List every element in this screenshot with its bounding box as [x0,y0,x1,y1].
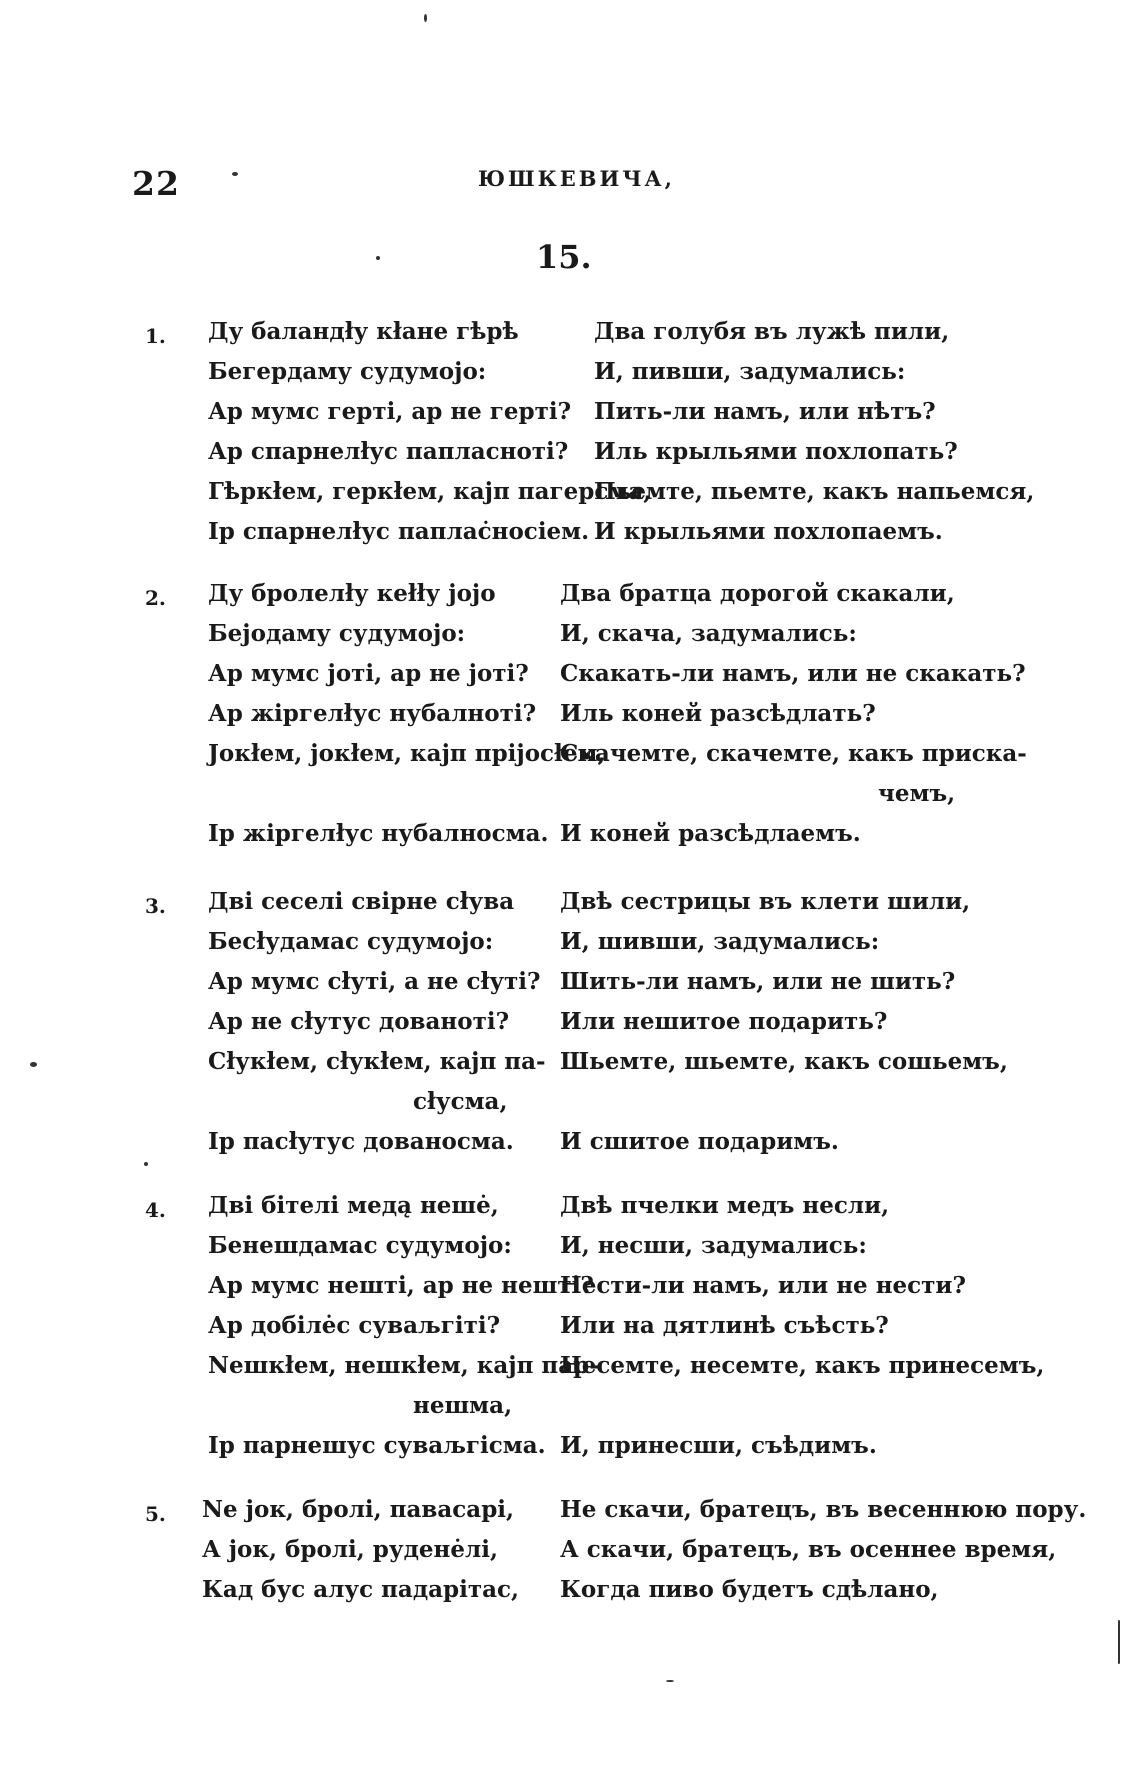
verse-line-lithuanian: Ір спарнелłус паплас̇носіем. [208,518,590,545]
verse-line-lithuanian: Кад бус алус падарітас, [202,1576,520,1603]
verse-line-russian: Иль коней разсѣдлать? [560,700,876,727]
line-spacer [208,774,606,814]
verse-line-lithuanian: Бенешдамас судумојо: [208,1232,512,1259]
russian-column [560,1186,1044,1466]
verse-line-lithuanian: Nе јок, бролі, павасарі, [202,1496,515,1523]
verse-line-lithuanian: Бејодаму судумојо: [208,620,466,647]
verse-line-lithuanian: Бегердаму судумојо: [208,358,487,385]
stanza-number: 1. [145,324,166,348]
verse-line-russian: Скакать-ли намъ, или не скакать? [560,660,1026,687]
running-head: ЮШКЕВИЧА, [478,166,675,191]
verse-line-lithuanian: Ір жіргелłус нубалносма. [208,820,549,847]
russian-column [594,312,1034,552]
scan-speck [144,1162,148,1166]
russian-column [560,1490,1086,1610]
russian-column [560,574,1027,854]
verse-line-lithuanian: Ар спарнелłус папласнотi? [208,438,569,465]
verse-line-lithuanian: Јокłем, јокłем, кајп пріјосłем, [208,740,606,767]
verse-line-russian: Двѣ пчелки медъ несли, [560,1192,890,1219]
scan-speck [232,172,238,176]
verse-line-lithuanian: Ар не сłутус дованоті? [208,1008,510,1035]
verse-line-russian: И коней разсѣдлаемъ. [560,820,861,847]
verse-line-lithuanian: Ду бролелłу кеłłу јојо [208,580,496,607]
verse-line-lithuanian: Бесłудамас судумојо: [208,928,494,955]
verse-line-russian: Скачемте, скачемте, какъ прискa- [560,740,1027,767]
stanza-number: 4. [145,1198,166,1222]
verse-line-lithuanian: Ар мумс нешті, ар не нешті? [208,1272,594,1299]
verse-line-russian: И, пивши, задумались: [594,358,906,385]
lithuanian-column [208,312,651,552]
verse-line-russian: Двѣ сестрицы въ клети шили, [560,888,971,915]
scan-speck [666,1680,674,1682]
lithuanian-column [208,882,546,1162]
page-number: 22 [132,164,180,203]
line-spacer [560,1386,1044,1426]
verse-line-lithuanian: Ду баландłу кłане гѣрѣ [208,318,519,345]
scan-speck [1118,1620,1120,1664]
verse-line-continuation: сłусма, [413,1088,508,1115]
verse-line-continuation: нешма, [413,1392,513,1419]
verse-line-russian: Когда пиво будетъ сдѣлано, [560,1576,939,1603]
verse-line-russian: И сшитое подаримъ. [560,1128,839,1155]
verse-line-lithuanian: Ар мумс герті, ар не герті? [208,398,572,425]
verse-line-russian: И крыльями похлопаемъ. [594,518,943,545]
stanza-number: 2. [145,586,166,610]
verse-line-russian: Шить-ли намъ, или не шить? [560,968,956,995]
verse-line-lithuanian: Ар жіргелłус нубалноті? [208,700,537,727]
russian-column [560,882,1008,1162]
verse-line-russian: Не скачи, братецъ, въ весеннюю пору. [560,1496,1087,1523]
poem-number: 15. [536,238,592,276]
verse-line-russian: И, принесши, съѣдимъ. [560,1432,877,1459]
verse-line-lithuanian: Ір парнешус суваљгісма. [208,1432,546,1459]
verse-line-russian: Или на дятлинѣ съѣсть? [560,1312,889,1339]
verse-line-russian: Пить-ли намъ, или нѣтъ? [594,398,936,425]
scan-speck [30,1062,37,1067]
verse-line-russian: Шьемте, шьемте, какъ сошьемъ, [560,1048,1008,1075]
verse-line-russian: И, несши, задумались: [560,1232,867,1259]
verse-line-russian: А скачи, братецъ, въ осеннее время, [560,1536,1057,1563]
verse-line-russian: Два голубя въ лужѣ пили, [594,318,950,345]
verse-line-lithuanian: Дві сеселі свірне сłува [208,888,515,915]
verse-line-lithuanian: Гѣркłем, геркłем, кајп пагерсма, [208,478,652,505]
verse-line-lithuanian: Дві бітелі медą нешė, [208,1192,499,1219]
scan-speck [376,256,380,260]
stanza-number: 3. [145,894,166,918]
lithuanian-column [208,574,606,854]
verse-line-russian: И, скача, задумались: [560,620,857,647]
verse-line-lithuanian: Ар мумс јоті, ар не јоті? [208,660,529,687]
verse-line-russian: Или нешитое подарить? [560,1008,888,1035]
verse-line-continuation: чемъ, [878,780,956,807]
verse-line-lithuanian: Nешкłем, нешкłем, кајп пар- [208,1352,599,1379]
verse-line-russian: Пьемте, пьемте, какъ напьемся, [594,478,1035,505]
verse-line-lithuanian: Ар добілėс суваљгіті? [208,1312,501,1339]
verse-line-russian: И, шивши, задумались: [560,928,880,955]
verse-line-lithuanian: Ар мумс сłуті, а не сłуті? [208,968,541,995]
stanza-number: 5. [145,1502,166,1526]
line-spacer [560,1082,1008,1122]
verse-line-russian: Иль крыльями похлопать? [594,438,958,465]
lithuanian-column [208,1186,599,1466]
verse-line-russian: Два братца дорогой скакали, [560,580,955,607]
lithuanian-column [202,1490,519,1610]
verse-line-russian: Несемте, несемте, какъ принесемъ, [560,1352,1045,1379]
verse-line-lithuanian: Сłукłем, сłукłем, кајп па- [208,1048,546,1075]
verse-line-lithuanian: Ір пасłутус дованосма. [208,1128,514,1155]
scan-speck [424,14,427,22]
verse-line-lithuanian: А јок, бролі, руденėлі, [202,1536,498,1563]
verse-line-russian: Нести-ли намъ, или не нести? [560,1272,966,1299]
